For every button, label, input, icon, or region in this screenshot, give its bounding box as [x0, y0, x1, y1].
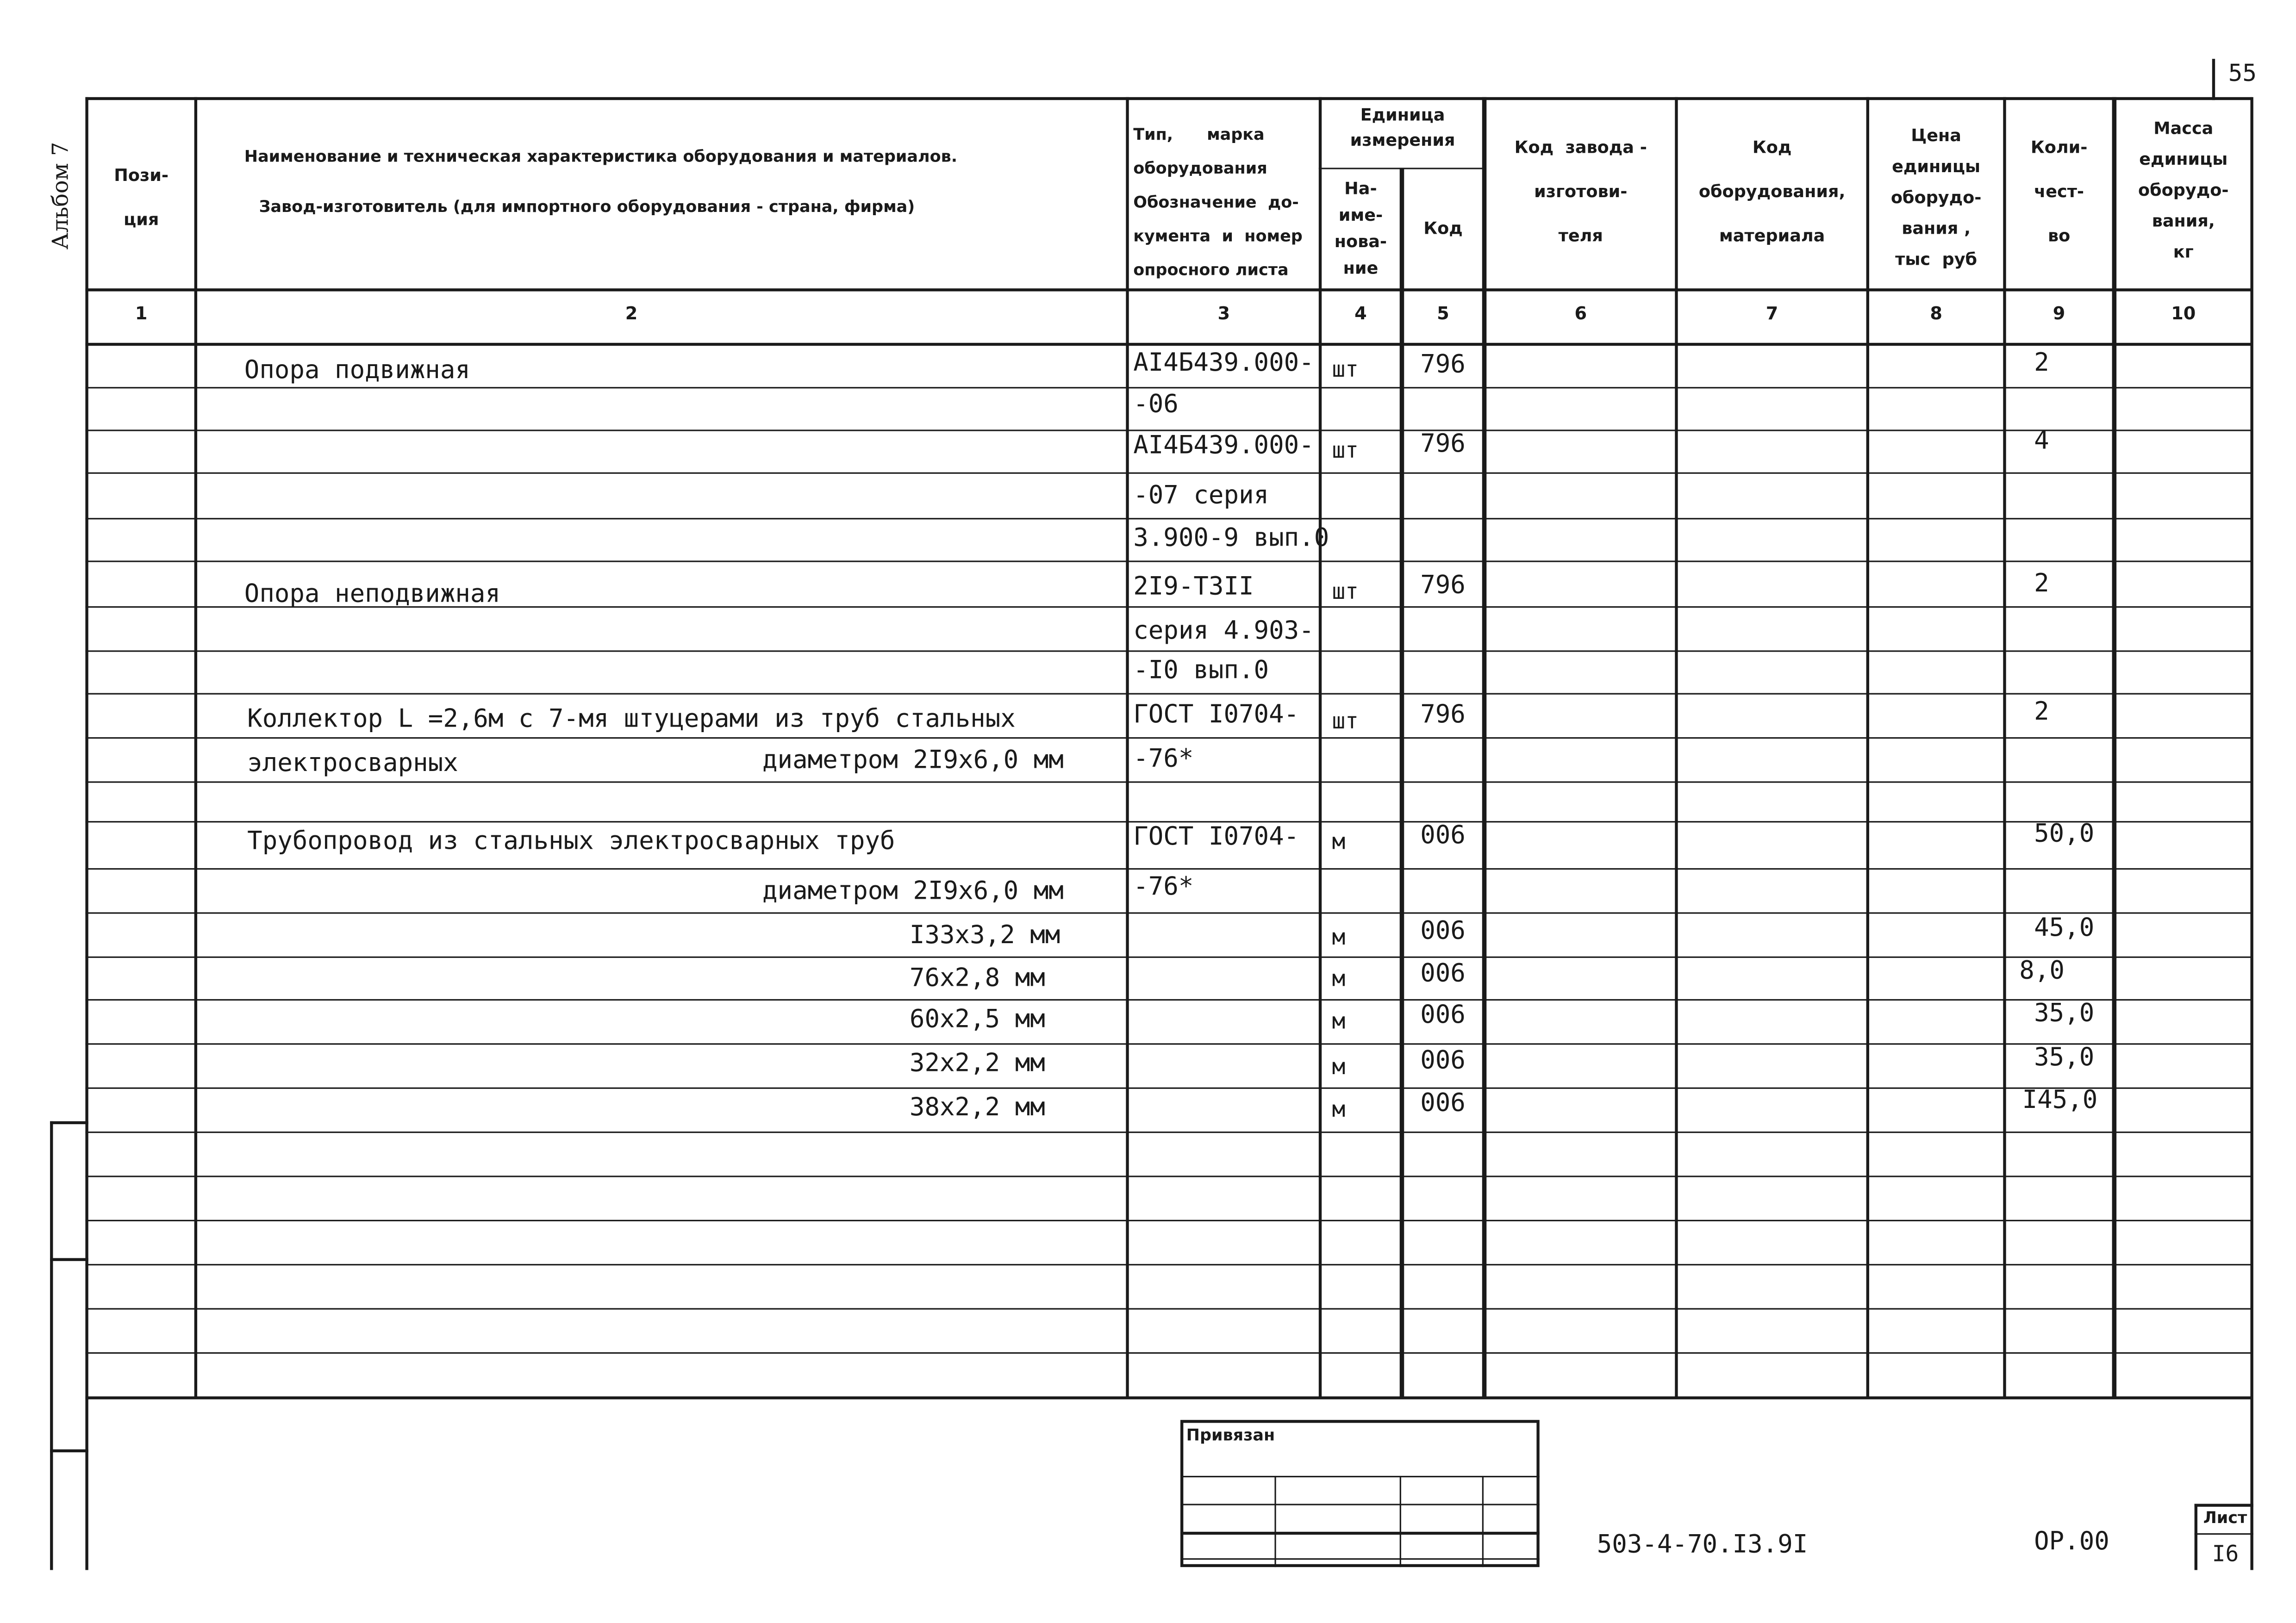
row-rule	[85, 1352, 2252, 1354]
row-rule	[85, 1088, 2252, 1089]
col-number: 3	[1217, 303, 1230, 324]
frame-right	[2250, 97, 2253, 1570]
row-rule	[85, 1308, 2252, 1310]
item-name-right: 32х2,2 мм	[909, 1049, 1045, 1079]
col-number: 7	[1766, 303, 1778, 324]
document-mark: ОР.00	[2034, 1527, 2109, 1557]
sheet-label: Лист	[2203, 1508, 2247, 1528]
header-type: Тип, марка оборудования Обозначение до- кумента и номер опросного листа	[1133, 125, 1303, 280]
row-rule	[85, 912, 2252, 914]
item-unit: шт	[1332, 437, 1359, 464]
stamp-rule	[1180, 1558, 1540, 1560]
row-rule	[85, 1132, 2252, 1133]
album-label: Альбом 7	[47, 142, 74, 250]
row-rule	[85, 868, 2252, 870]
item-doc: -76*	[1133, 744, 1194, 774]
item-doc: ГОСТ I0704-	[1133, 700, 1299, 730]
col-number: 5	[1437, 303, 1449, 324]
row-rule	[85, 1175, 2252, 1177]
item-code: 796	[1420, 571, 1466, 601]
row-rule	[85, 1043, 2252, 1045]
item-qty: 35,0	[2034, 1043, 2095, 1073]
item-code: 796	[1420, 429, 1466, 460]
stamp-sep	[1400, 1476, 1401, 1567]
header-name-line2: Завод-изготовитель (для импортного оборудования - страна, фирма)	[259, 197, 915, 217]
item-name-right: 76х2,8 мм	[909, 964, 1045, 994]
item-code: 796	[1420, 700, 1466, 730]
item-doc: АI4Б439.000-	[1133, 431, 1314, 461]
item-code: 006	[1420, 916, 1466, 946]
row-rule	[85, 693, 2252, 695]
item-name: Коллектор L =2,6м с 7-мя штуцерами из труб стальных	[247, 704, 1016, 734]
col-number: 4	[1354, 303, 1367, 324]
document-code: 503-4-70.I3.9I	[1597, 1530, 1808, 1560]
item-code: 006	[1420, 1046, 1466, 1076]
item-unit: м	[1332, 1007, 1346, 1035]
frame-top	[85, 97, 2252, 100]
item-code: 006	[1420, 1088, 1466, 1119]
row-rule	[85, 1220, 2252, 1221]
stamp-rule	[1180, 1532, 1540, 1535]
item-unit: м	[1332, 965, 1346, 992]
col-number: 9	[2053, 303, 2065, 324]
item-doc: -I0 вып.0	[1133, 656, 1269, 686]
col-sep	[1866, 97, 1869, 1398]
row-rule	[85, 957, 2252, 958]
item-qty: 45,0	[2034, 914, 2095, 944]
item-qty: 2	[2034, 569, 2049, 599]
col-sep	[2003, 97, 2006, 1398]
col-number: 8	[1930, 303, 1942, 324]
col-number: 2	[625, 303, 638, 324]
item-unit: м	[1332, 924, 1346, 951]
item-qty: 2	[2034, 697, 2049, 727]
item-name: Трубопровод из стальных электросварных труб	[247, 827, 895, 857]
header-plant-code: Код завода - изготови- теля	[1514, 137, 1647, 246]
item-qty: 4	[2034, 427, 2049, 456]
row-rule	[85, 560, 2252, 562]
item-doc: серия 4.903-	[1133, 616, 1314, 646]
item-doc: 3.900-9 вып.0	[1133, 523, 1329, 553]
header-bottom-rule	[85, 288, 2252, 291]
table-bottom-rule	[85, 1396, 2252, 1399]
item-qty: 2	[2034, 348, 2049, 379]
header-name-line1: Наименование и техническая характеристика оборудования и материалов.	[244, 147, 958, 167]
col-sep	[194, 97, 197, 1398]
row-rule	[85, 1264, 2252, 1265]
stamp-sep	[1274, 1476, 1276, 1567]
col-sep	[1482, 97, 1487, 1398]
col-sep	[1126, 97, 1129, 1398]
item-code: 006	[1420, 1001, 1466, 1030]
margin-strip-line	[50, 1121, 53, 1570]
item-unit: шт	[1332, 356, 1359, 383]
page-number: 55	[2228, 59, 2257, 87]
stamp-sep	[1482, 1476, 1484, 1567]
header-equipment-code: Код оборудования, материала	[1698, 137, 1846, 246]
col-sep	[2112, 97, 2117, 1398]
item-qty: I45,0	[2022, 1086, 2098, 1116]
item-code: 006	[1420, 821, 1466, 851]
sheet-number: I6	[2212, 1540, 2239, 1567]
item-qty: 35,0	[2034, 999, 2095, 1029]
row-rule	[85, 473, 2252, 474]
item-name-right: I33х3,2 мм	[909, 921, 1061, 951]
row-rule	[85, 999, 2252, 1001]
row-rule	[85, 387, 2252, 388]
col-sep	[1319, 97, 1322, 1398]
item-name-right: диаметром 2I9х6,0 мм	[762, 877, 1064, 907]
col-sep	[1675, 97, 1678, 1398]
row-rule	[85, 737, 2252, 739]
colnum-bottom-rule	[85, 343, 2252, 346]
item-unit: шт	[1332, 708, 1359, 734]
header-position: Пози- ция	[114, 165, 169, 230]
bound-label: Привязан	[1186, 1425, 1275, 1445]
item-doc: -76*	[1133, 872, 1194, 902]
header-unit-code: Код	[1423, 218, 1463, 239]
row-rule	[85, 518, 2252, 519]
margin-strip-tick	[50, 1258, 88, 1261]
row-rule	[85, 781, 2252, 783]
item-qty: 50,0	[2034, 819, 2095, 849]
item-qty: 8,0	[2019, 956, 2065, 986]
header-unit-group: Единица измерения	[1350, 104, 1455, 150]
item-code: 796	[1420, 350, 1466, 380]
page-number-rule	[2212, 59, 2215, 100]
item-name: Опора неподвижная	[244, 579, 501, 609]
item-name-right: диаметром 2I9х6,0 мм	[762, 746, 1064, 776]
item-code: 006	[1420, 959, 1466, 989]
margin-strip-tick	[50, 1121, 88, 1124]
stamp-rule	[1180, 1504, 1540, 1505]
item-unit: м	[1332, 1053, 1346, 1080]
item-name: электросварных	[247, 749, 458, 778]
col-number: 1	[135, 303, 148, 324]
item-name-right: 38х2,2 мм	[909, 1093, 1045, 1123]
row-rule	[85, 650, 2252, 652]
item-doc: ГОСТ I0704-	[1133, 822, 1299, 852]
item-doc: АI4Б439.000-	[1133, 348, 1314, 379]
col-number: 10	[2171, 303, 2196, 324]
margin-strip-tick	[50, 1449, 88, 1452]
header-unit-name: На- име- нова- ние	[1334, 178, 1387, 278]
stamp-rule	[1180, 1476, 1540, 1477]
header-price: Цена единицы оборудо- вания , тыс руб	[1890, 125, 1982, 269]
item-name: Опора подвижная	[244, 356, 470, 386]
header-quantity: Коли- чест- во	[2030, 137, 2088, 246]
item-unit: м	[1332, 1096, 1346, 1123]
header-mass: Масса единицы оборудо- вания, кг	[2138, 118, 2229, 262]
col-number: 6	[1574, 303, 1587, 324]
sheet-box-rule	[2195, 1533, 2253, 1535]
item-doc: -07 серия	[1133, 481, 1269, 511]
item-unit: шт	[1332, 578, 1359, 605]
item-name-right: 60х2,5 мм	[909, 1005, 1045, 1035]
item-doc: 2I9-ТЗII	[1133, 572, 1254, 602]
item-unit: м	[1332, 828, 1346, 855]
item-doc: -06	[1133, 390, 1179, 420]
